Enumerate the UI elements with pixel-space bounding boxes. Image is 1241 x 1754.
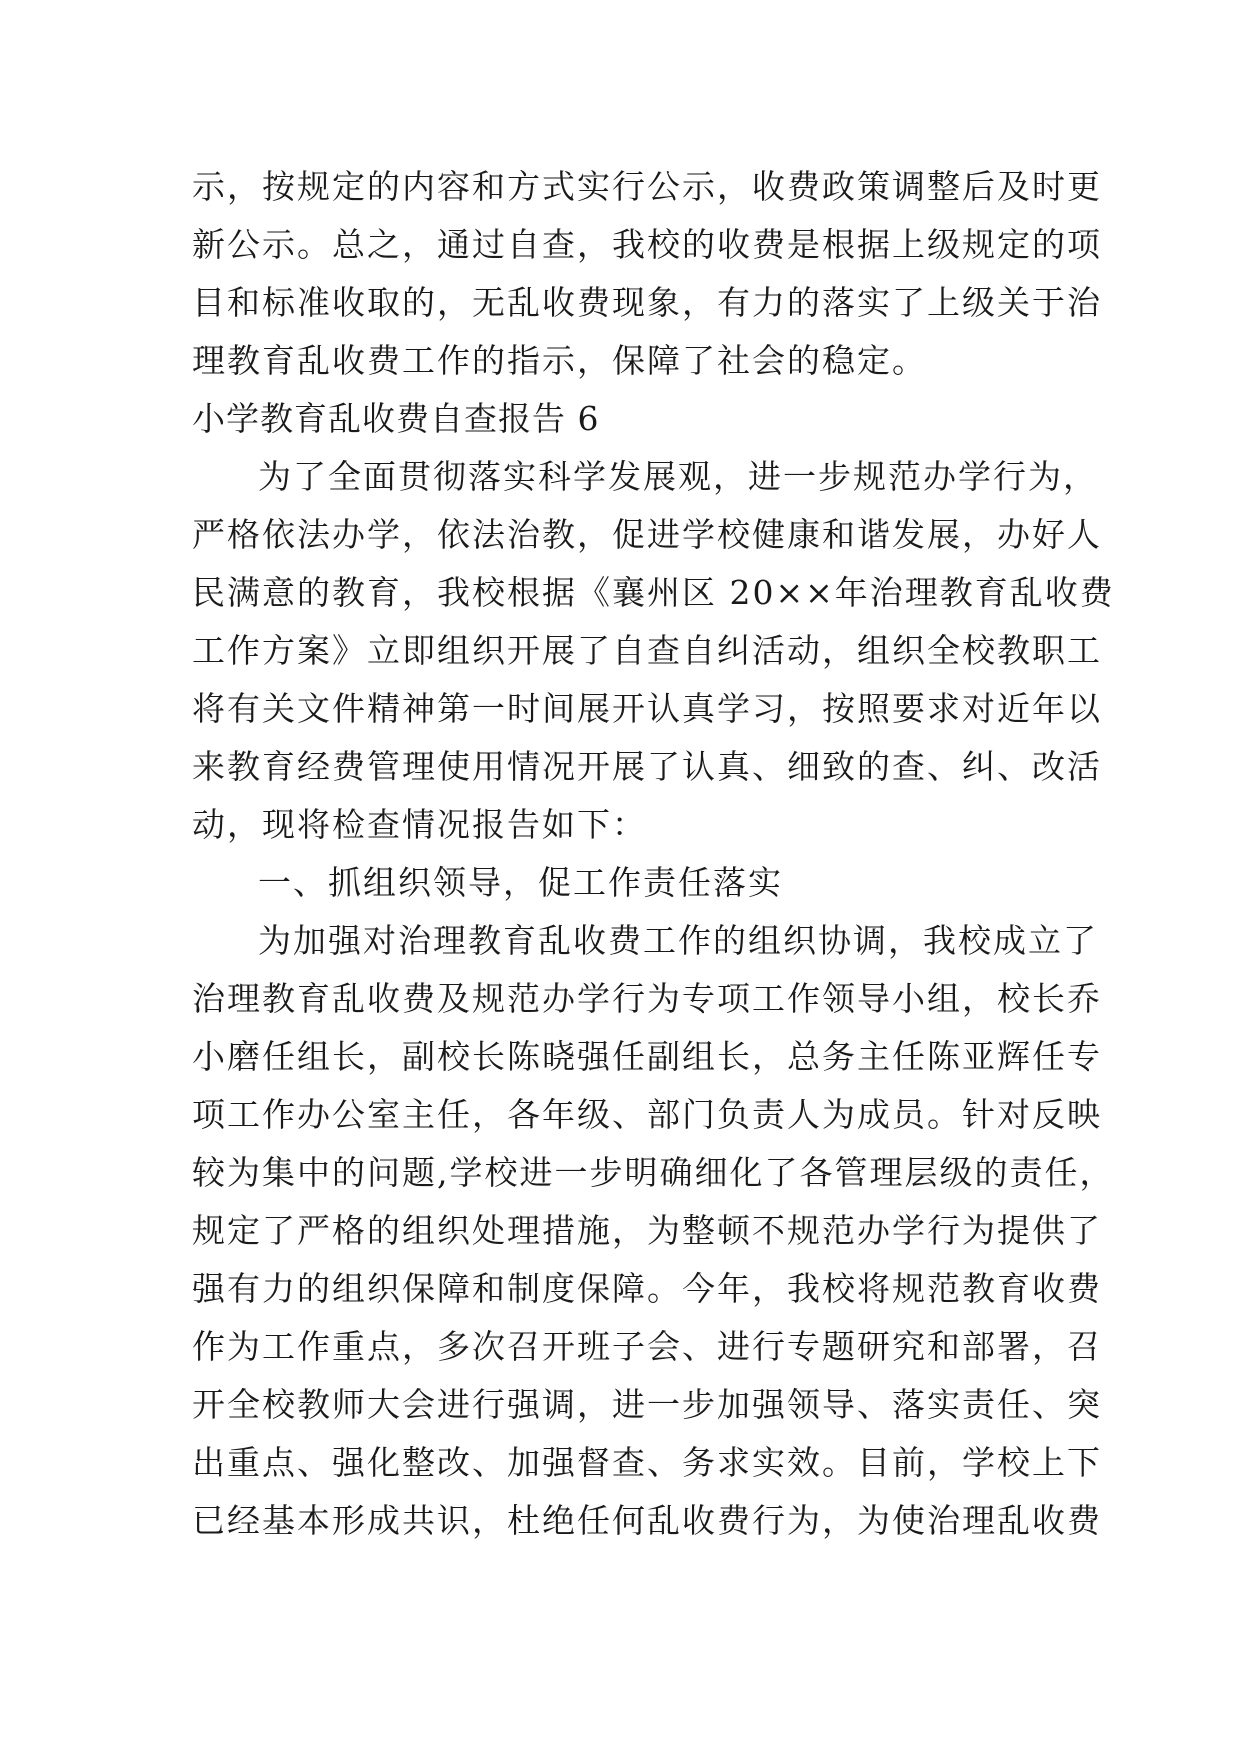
document-body bbox=[192, 158, 1115, 1550]
paragraph-line: 作为工作重点，多次召开班子会、进行专题研究和部署，召 bbox=[192, 1327, 1102, 1366]
paragraph-line: 治理教育乱收费及规范办学行为专项工作领导小组，校长乔 bbox=[192, 979, 1102, 1018]
paragraph-line: 严格依法办学，依法治教，促进学校健康和谐发展，办好人 bbox=[192, 515, 1102, 554]
paragraph-line: 为了全面贯彻落实科学发展观，进一步规范办学行为， bbox=[258, 457, 1098, 496]
paragraph-line: 已经基本形成共识，杜绝任何乱收费行为，为使治理乱收费 bbox=[192, 1501, 1102, 1540]
paragraph-line: 工作方案》立即组织开展了自查自纠活动，组织全校教职工 bbox=[192, 631, 1102, 670]
paragraph-line: 较为集中的问题,学校进一步明确细化了各管理层级的责任， bbox=[192, 1153, 1115, 1192]
paragraph-line: 强有力的组织保障和制度保障。今年，我校将规范教育收费 bbox=[192, 1269, 1102, 1308]
subsection-heading: 一、抓组织领导，促工作责任落实 bbox=[258, 863, 783, 902]
paragraph-line: 开全校教师大会进行强调，进一步加强领导、落实责任、突 bbox=[192, 1385, 1102, 1424]
paragraph-line: 动，现将检查情况报告如下： bbox=[192, 805, 647, 844]
paragraph-line: 项工作办公室主任，各年级、部门负责人为成员。针对反映 bbox=[192, 1095, 1102, 1134]
paragraph-line: 为加强对治理教育乱收费工作的组织协调，我校成立了 bbox=[258, 921, 1098, 960]
paragraph-line: 将有关文件精神第一时间展开认真学习，按照要求对近年以 bbox=[192, 689, 1102, 728]
paragraph-line: 小磨任组长，副校长陈晓强任副组长，总务主任陈亚辉任专 bbox=[192, 1037, 1102, 1076]
paragraph-line: 来教育经费管理使用情况开展了认真、细致的查、纠、改活 bbox=[192, 747, 1102, 786]
paragraph-line: 规定了严格的组织处理措施，为整顿不规范办学行为提供了 bbox=[192, 1211, 1102, 1250]
paragraph-line: 民满意的教育，我校根据《襄州区 20××年治理教育乱收费 bbox=[192, 573, 1115, 612]
paragraph-line: 示，按规定的内容和方式实行公示，收费政策调整后及时更 bbox=[192, 167, 1102, 206]
paragraph-line: 目和标准收取的，无乱收费现象，有力的落实了上级关于治 bbox=[192, 283, 1102, 322]
paragraph-line: 出重点、强化整改、加强督查、务求实效。目前，学校上下 bbox=[192, 1443, 1102, 1482]
paragraph-line: 新公示。总之，通过自查，我校的收费是根据上级规定的项 bbox=[192, 225, 1102, 264]
section-title: 小学教育乱收费自查报告 6 bbox=[192, 399, 600, 438]
paragraph-line: 理教育乱收费工作的指示，保障了社会的稳定。 bbox=[192, 341, 927, 380]
